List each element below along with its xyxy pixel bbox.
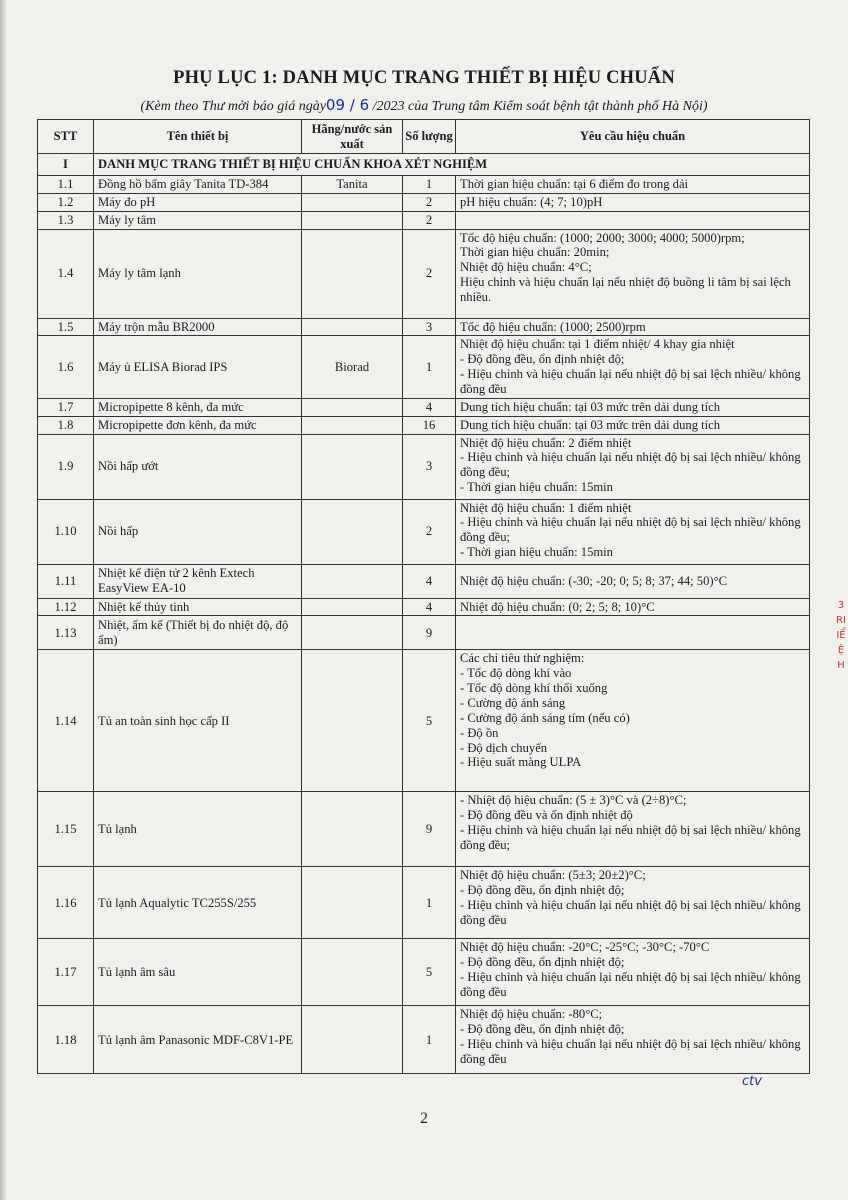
row-requirement (456, 1006, 810, 1074)
row-maker (302, 499, 403, 564)
subtitle-after: /2023 của Trung tâm Kiểm soát bệnh tật thành phố Hà Nội) (369, 99, 708, 114)
stamp-fragment: IỂ (836, 630, 846, 641)
section-stt: I (38, 154, 94, 176)
stamp-fragment: RI (836, 615, 846, 626)
requirement-line: - Thời gian hiệu chuẩn: 15min (460, 480, 613, 495)
requirement-line: Nhiệt độ hiệu chuẩn: -80°C; (460, 1007, 603, 1022)
requirement-line: Tốc độ hiệu chuẩn: (1000; 2500)rpm (460, 319, 646, 334)
table-row (38, 318, 810, 336)
row-device-name: Micropipette đơn kênh, đa mức (94, 416, 302, 434)
requirement-line: Nhiệt độ hiệu chuẩn: 4°C; (460, 260, 592, 275)
row-requirement (456, 564, 810, 598)
requirement-line: Nhiệt độ hiệu chuẩn: 2 điểm nhiệt (460, 435, 632, 450)
row-requirement (456, 416, 810, 434)
requirement-line: - Nhiệt độ hiệu chuẩn: (5 ± 3)°C và (2÷8)°C; (460, 793, 687, 808)
row-stt: 1.13 (38, 616, 94, 650)
row-requirement (456, 939, 810, 1006)
header-qty: Số lượng (403, 120, 456, 154)
row-device-name: Máy ly tâm lạnh (94, 229, 302, 318)
row-device-name: Máy đo pH (94, 193, 302, 211)
row-maker (302, 229, 403, 318)
header-maker: Hãng/nước sản xuất (302, 120, 403, 154)
requirement-line: - Độ đồng đều, ổn định nhiệt độ; (460, 883, 625, 898)
row-quantity: 4 (403, 564, 456, 598)
row-stt: 1.5 (38, 318, 94, 336)
table-header-row (38, 120, 810, 154)
row-stt: 1.7 (38, 398, 94, 416)
handwritten-initials: ctv (742, 1074, 762, 1089)
row-device-name: Nồi hấp ướt (94, 434, 302, 499)
row-maker (302, 598, 403, 616)
row-stt: 1.14 (38, 650, 94, 792)
requirement-line: Nhiệt độ hiệu chuẩn: tại 1 điểm nhiệt/ 4 khay gia nhiệt (460, 337, 735, 352)
row-maker: Biorad (302, 336, 403, 398)
row-quantity: 9 (403, 792, 456, 867)
table-row (38, 1006, 810, 1074)
requirement-line: Nhiệt độ hiệu chuẩn: (-30; -20; 0; 5; 8; 37; 44; 50)°C (460, 573, 728, 588)
requirement-line: - Tốc độ dòng khí vào (460, 666, 572, 681)
requirement-line: Dung tích hiệu chuẩn: tại 03 mức trên dải dung tích (460, 417, 721, 432)
page-subtitle (0, 96, 848, 115)
requirement-line: Nhiệt độ hiệu chuẩn: (5±3; 20±2)°C; (460, 868, 646, 883)
requirement-line: - Độ đồng đều và ổn định nhiệt độ (460, 808, 633, 823)
table-row (38, 211, 810, 229)
row-quantity: 1 (403, 336, 456, 398)
row-maker (302, 616, 403, 650)
requirement-line: - Độ ồn (460, 725, 499, 740)
requirement-line: - Hiệu chỉnh và hiệu chuẩn lại nếu nhiệt độ bị sai lệch nhiều/ không đồng đều (460, 898, 801, 928)
row-quantity: 5 (403, 939, 456, 1006)
table-row (38, 499, 810, 564)
row-quantity: 2 (403, 193, 456, 211)
row-maker (302, 416, 403, 434)
table-row (38, 650, 810, 792)
requirement-line: - Cường độ ánh sáng (460, 696, 566, 711)
equipment-table (37, 119, 810, 1074)
row-device-name: Tủ an toàn sinh học cấp II (94, 650, 302, 792)
row-quantity: 5 (403, 650, 456, 792)
row-requirement (456, 434, 810, 499)
row-maker (302, 1006, 403, 1074)
row-maker (302, 939, 403, 1006)
row-quantity: 4 (403, 398, 456, 416)
table-row (38, 229, 810, 318)
table-row (38, 398, 810, 416)
row-requirement (456, 211, 810, 229)
row-maker (302, 650, 403, 792)
table-row (38, 939, 810, 1006)
table-row (38, 564, 810, 598)
row-device-name: Máy ly tâm (94, 211, 302, 229)
row-stt: 1.16 (38, 867, 94, 939)
requirement-line: - Thời gian hiệu chuẩn: 15min (460, 545, 613, 560)
requirement-line: - Hiệu chỉnh và hiệu chuẩn lại nếu nhiệt độ bị sai lệch nhiều/ không đồng đều; (460, 450, 801, 480)
row-requirement (456, 176, 810, 194)
page-title: PHỤ LỤC 1: DANH MỤC TRANG THIẾT BỊ HIỆU CHUẨN (173, 68, 675, 88)
section-row (38, 154, 810, 176)
requirement-line: - Hiệu chỉnh và hiệu chuẩn lại nếu nhiệt độ bị sai lệch nhiều/ không đồng đều; (460, 823, 801, 853)
row-quantity: 2 (403, 229, 456, 318)
row-maker (302, 398, 403, 416)
requirement-line: Hiệu chỉnh và hiệu chuẩn lại nếu nhiệt độ buồng li tâm bị sai lệch nhiều. (460, 275, 791, 305)
requirement-line: Thời gian hiệu chuẩn: 20min; (460, 245, 610, 260)
row-maker: Tanita (302, 176, 403, 194)
requirement-line: - Hiệu chỉnh và hiệu chuẩn lại nếu nhiệt độ bị sai lệch nhiều/ không đồng đều (460, 1037, 801, 1067)
row-device-name: Micropipette 8 kênh, đa mức (94, 398, 302, 416)
row-maker (302, 193, 403, 211)
requirement-line: - Hiệu suất màng ULPA (460, 755, 582, 770)
row-requirement (456, 318, 810, 336)
row-requirement (456, 336, 810, 398)
subtitle-before: (Kèm theo Thư mời báo giá ngày (140, 99, 326, 114)
row-maker (302, 564, 403, 598)
table-row (38, 867, 810, 939)
row-requirement (456, 867, 810, 939)
row-maker (302, 867, 403, 939)
requirement-line: - Hiệu chỉnh và hiệu chuẩn lại nếu nhiệt độ bị sai lệch nhiều/ không đồng đều (460, 367, 801, 397)
row-maker (302, 318, 403, 336)
requirement-line: Nhiệt độ hiệu chuẩn: (0; 2; 5; 8; 10)°C (460, 599, 655, 614)
page-number: 2 (420, 1110, 428, 1127)
table-row (38, 792, 810, 867)
row-quantity: 2 (403, 211, 456, 229)
row-quantity: 1 (403, 867, 456, 939)
row-device-name: Tủ lạnh âm Panasonic MDF-C8V1-PE (94, 1006, 302, 1074)
row-device-name: Máy ủ ELISA Biorad IPS (94, 336, 302, 398)
row-stt: 1.18 (38, 1006, 94, 1074)
row-requirement (456, 598, 810, 616)
requirement-line: - Hiệu chỉnh và hiệu chuẩn lại nếu nhiệt độ bị sai lệch nhiều/ không đồng đều (460, 970, 801, 1000)
row-stt: 1.1 (38, 176, 94, 194)
table-row (38, 598, 810, 616)
row-stt: 1.2 (38, 193, 94, 211)
requirement-line: Các chỉ tiêu thử nghiệm: (460, 651, 585, 666)
header-stt: STT (38, 120, 94, 154)
header-requirement: Yêu cầu hiệu chuẩn (456, 120, 810, 154)
row-device-name: Nhiệt kế thủy tinh (94, 598, 302, 616)
row-device-name: Tủ lạnh âm sâu (94, 939, 302, 1006)
row-requirement (456, 650, 810, 792)
stamp-fragment: 3 (837, 600, 845, 611)
section-title: DANH MỤC TRANG THIẾT BỊ HIỆU CHUẨN KHOA XÉT NGHIỆM (94, 154, 810, 176)
handwritten-date: 09 / 6 (325, 96, 370, 114)
requirement-line: - Độ dịch chuyển (460, 740, 548, 755)
requirement-line: - Hiệu chỉnh và hiệu chuẩn lại nếu nhiệt độ bị sai lệch nhiều/ không đồng đều; (460, 515, 801, 545)
requirement-line: Nhiệt độ hiệu chuẩn: -20°C; -25°C; -30°C; -70°C (460, 940, 710, 955)
header-name: Tên thiết bị (94, 120, 302, 154)
requirement-line: - Độ đồng đều, ổn định nhiệt độ; (460, 1022, 625, 1037)
requirement-line: - Độ đồng đều, ổn định nhiệt độ; (460, 955, 625, 970)
row-requirement (456, 499, 810, 564)
scan-edge (0, 0, 6, 1200)
row-maker (302, 434, 403, 499)
row-maker (302, 792, 403, 867)
row-quantity: 4 (403, 598, 456, 616)
row-quantity: 9 (403, 616, 456, 650)
row-stt: 1.15 (38, 792, 94, 867)
row-quantity: 16 (403, 416, 456, 434)
requirement-line: Nhiệt độ hiệu chuẩn: 1 điểm nhiệt (460, 500, 632, 515)
stamp-fragment: Ệ (837, 645, 845, 656)
table-row (38, 416, 810, 434)
requirement-line: - Độ đồng đều, ổn định nhiệt độ; (460, 352, 625, 367)
row-device-name: Nồi hấp (94, 499, 302, 564)
requirement-line: Thời gian hiệu chuẩn: tại 6 điểm đo trong dải (460, 177, 689, 191)
table-row (38, 176, 810, 194)
row-device-name: Nhiệt, ẩm kế (Thiết bị đo nhiệt độ, độ ẩm) (94, 616, 302, 650)
table-row (38, 616, 810, 650)
row-stt: 1.9 (38, 434, 94, 499)
table-row (38, 434, 810, 499)
row-quantity: 1 (403, 176, 456, 194)
row-maker (302, 211, 403, 229)
row-requirement (456, 792, 810, 867)
requirement-line: - Cường độ ánh sáng tím (nếu có) (460, 710, 630, 725)
row-requirement (456, 616, 810, 650)
row-stt: 1.6 (38, 336, 94, 398)
row-quantity: 3 (403, 434, 456, 499)
row-requirement (456, 229, 810, 318)
side-stamp (834, 598, 848, 673)
row-device-name: Máy trộn mẫu BR2000 (94, 318, 302, 336)
row-stt: 1.17 (38, 939, 94, 1006)
requirement-line: Dung tích hiệu chuẩn: tại 03 mức trên dải dung tích (460, 399, 721, 414)
row-quantity: 1 (403, 1006, 456, 1074)
row-stt: 1.8 (38, 416, 94, 434)
row-stt: 1.3 (38, 211, 94, 229)
stamp-fragment: H (837, 660, 845, 671)
requirement-line: - Tốc độ dòng khí thổi xuống (460, 681, 608, 696)
table-row (38, 193, 810, 211)
table-row (38, 336, 810, 398)
requirement-line: Tốc độ hiệu chuẩn: (1000; 2000; 3000; 4000; 5000)rpm; (460, 230, 745, 245)
row-stt: 1.12 (38, 598, 94, 616)
row-device-name: Tủ lạnh Aqualytic TC255S/255 (94, 867, 302, 939)
row-stt: 1.11 (38, 564, 94, 598)
requirement-line: pH hiệu chuẩn: (4; 7; 10)pH (460, 194, 603, 209)
row-device-name: Nhiệt kế điện tử 2 kênh Extech EasyView EA-10 (94, 564, 302, 598)
row-stt: 1.4 (38, 229, 94, 318)
row-device-name: Đồng hồ bấm giây Tanita TD-384 (94, 176, 302, 194)
row-quantity: 2 (403, 499, 456, 564)
row-device-name: Tủ lạnh (94, 792, 302, 867)
row-stt: 1.10 (38, 499, 94, 564)
row-quantity: 3 (403, 318, 456, 336)
row-requirement (456, 193, 810, 211)
row-requirement (456, 398, 810, 416)
